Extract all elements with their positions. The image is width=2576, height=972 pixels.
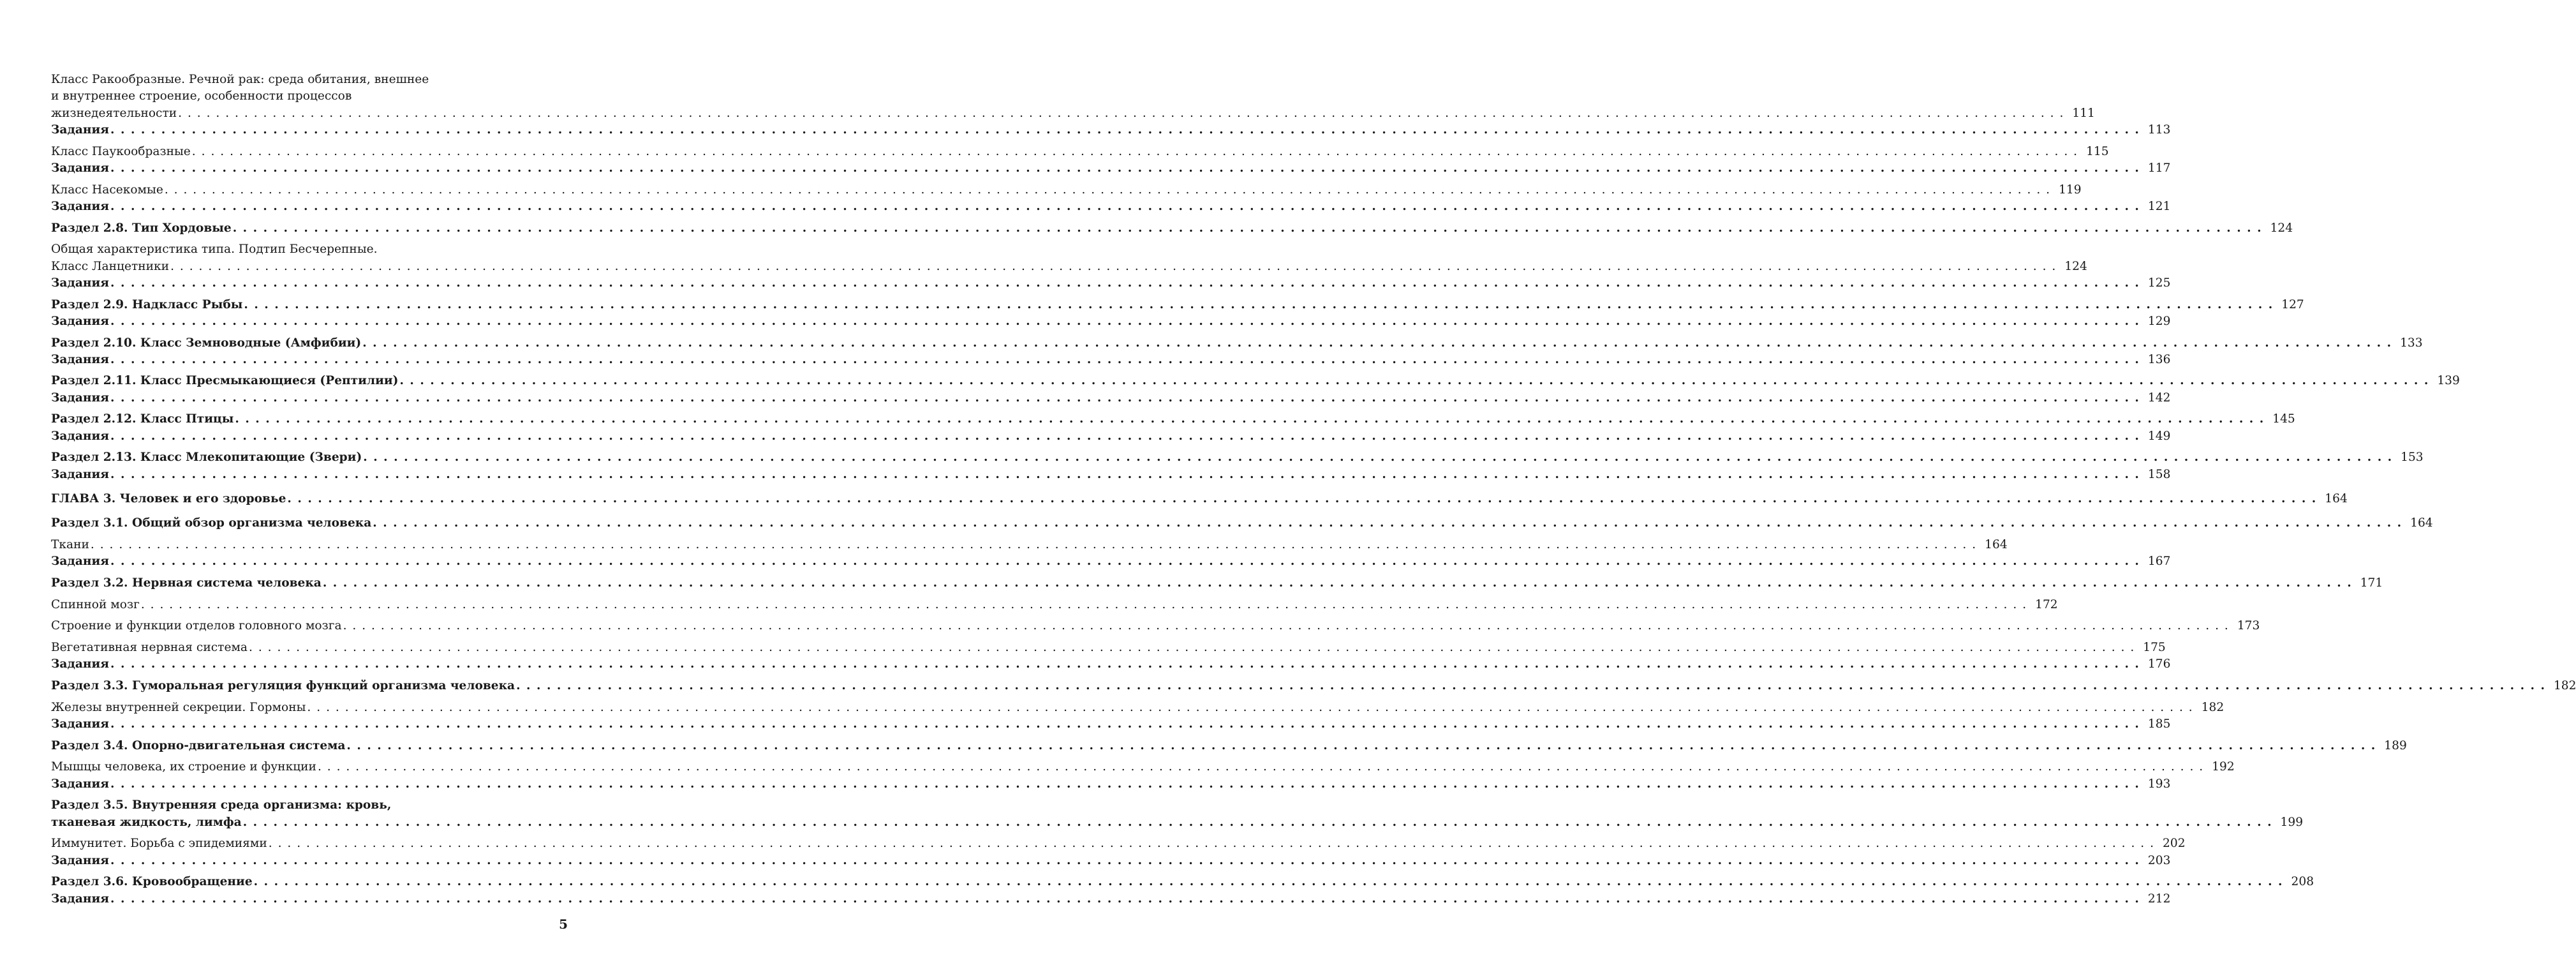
toc-entry-title: Задания xyxy=(51,467,110,481)
dot-leader: . . . . . . . . . . . . . . . . . . . . . . . . . . . . . . . . . . . . . . . . . . . . . . . . . . . . . . . . . . . . . . . . . . . . . . . . . . . . . . . . . . . . . . . . . . . . . . . . . . . . . . . . . . . . . . . . . . . . . . . . . . . . . . . . . . . . . . . . . . . . . . . . . . . . . . . . . . . . . . . . . . . . . . . . . . . . . . . . . . . . . . . . . . . . . . . . . . . . . . . . xyxy=(110,892,2140,906)
toc-page-number: 182 xyxy=(2201,700,2224,714)
toc-entry-title: Задания xyxy=(51,853,110,867)
toc-group xyxy=(51,618,2260,634)
toc-entry-title: Задания xyxy=(51,429,110,443)
toc-entry[interactable] xyxy=(51,428,2171,445)
toc-entry-title: Класс Насекомые xyxy=(51,183,163,197)
toc-entry-title: Иммунитет. Борьба с эпидемиями xyxy=(51,837,267,851)
toc-group xyxy=(51,335,2423,369)
toc-entry-title: и внутреннее строение, особенности процессов xyxy=(51,89,352,103)
toc-entry[interactable] xyxy=(51,575,2383,592)
dot-leader: . . . . . . . . . . . . . . . . . . . . . . . . . . . . . . . . . . . . . . . . . . . . . . . . . . . . . . . . . . . . . . . . . . . . . . . . . . . . . . . . . . . . . . . . . . . . . . . . . . . . . . . . . . . . . . . . . . . . . . . . . . . . . . . . . . . . . . . . . . . . . . . . . . . . . . . . . . . . . . . . . . . . . . . . . . . . . . . . . . . . . . . . . . . . . . . . . . . . . . . . xyxy=(363,451,2393,465)
toc-page-number: 171 xyxy=(2360,576,2383,590)
toc-entry-title: Класс Паукообразные xyxy=(51,144,191,158)
toc-page-number: 115 xyxy=(2086,144,2109,158)
toc-page-number: 199 xyxy=(2280,815,2304,829)
toc-group xyxy=(51,575,2383,592)
toc-group xyxy=(51,797,2304,831)
dot-leader: . . . . . . . . . . . . . . . . . . . . . . . . . . . . . . . . . . . . . . . . . . . . . . . . . . . . . . . . . . . . . . . . . . . . . . . . . . . . . . . . . . . . . . . . . . . . . . . . . . . . . . . . . . . . . . . . . . . . . . . . . . . . . . . . . . . . . . . . . . . . . . . . . . . . . . . . . . . . . . . . . . . . . . . . . . . . . . . . . . . . . . . . . . . . . . . . . . . . . . . . xyxy=(110,777,2140,791)
dot-leader: . . . . . . . . . . . . . . . . . . . . . . . . . . . . . . . . . . . . . . . . . . . . . . . . . . . . . . . . . . . . . . . . . . . . . . . . . . . . . . . . . . . . . . . . . . . . . . . . . . . . . . . . . . . . . . . . . . . . . . . . . . . . . . . . . . . . . . . . . . . . . . . . . . . . . . . . . . . . . . . . . . . . . . . . . . . . . . . . . . . . . . . . . . . . . . . . . . . . . . . . xyxy=(343,619,2230,633)
toc-page-number: 192 xyxy=(2212,760,2235,774)
dot-leader: . . . . . . . . . . . . . . . . . . . . . . . . . . . . . . . . . . . . . . . . . . . . . . . . . . . . . . . . . . . . . . . . . . . . . . . . . . . . . . . . . . . . . . . . . . . . . . . . . . . . . . . . . . . . . . . . . . . . . . . . . . . . . . . . . . . . . . . . . . . . . . . . . . . . . . . . . . . . . . . . . . . . . . . . . . . . . . . . . . . . . . . . . . . . . . . . . . . . . . . . xyxy=(253,875,2284,889)
toc-entry[interactable] xyxy=(51,220,2293,237)
dot-leader: . . . . . . . . . . . . . . . . . . . . . . . . . . . . . . . . . . . . . . . . . . . . . . . . . . . . . . . . . . . . . . . . . . . . . . . . . . . . . . . . . . . . . . . . . . . . . . . . . . . . . . . . . . . . . . . . . . . . . . . . . . . . . . . . . . . . . . . . . . . . . . . . . . . . . . . . . . . . . . . . . . . . . . . . . . . . . . . . . . . . . . . . . . . . . . . . . . . . . . . . xyxy=(110,429,2140,443)
dot-leader: . . . . . . . . . . . . . . . . . . . . . . . . . . . . . . . . . . . . . . . . . . . . . . . . . . . . . . . . . . . . . . . . . . . . . . . . . . . . . . . . . . . . . . . . . . . . . . . . . . . . . . . . . . . . . . . . . . . . . . . . . . . . . . . . . . . . . . . . . . . . . . . . . . . . . . . . . . . . . . . . . . . . . . . . . . . . . . . . . . . . . . . . . . . . . . . . . . . . . . . . xyxy=(178,106,2064,120)
toc-page-number: 212 xyxy=(2147,892,2171,906)
toc-entry[interactable] xyxy=(51,874,2314,890)
toc-group xyxy=(51,220,2293,237)
toc-entry[interactable] xyxy=(51,678,2576,694)
toc-entry-title: Задания xyxy=(51,391,110,405)
toc-page-number: 203 xyxy=(2147,853,2171,867)
toc-group xyxy=(51,537,2171,571)
toc-entry-title: Спинной мозг xyxy=(51,597,140,611)
toc-entry-title: Железы внутренней секреции. Гормоны xyxy=(51,700,306,714)
toc-entry[interactable] xyxy=(51,776,2171,793)
dot-leader: . . . . . . . . . . . . . . . . . . . . . . . . . . . . . . . . . . . . . . . . . . . . . . . . . . . . . . . . . . . . . . . . . . . . . . . . . . . . . . . . . . . . . . . . . . . . . . . . . . . . . . . . . . . . . . . . . . . . . . . . . . . . . . . . . . . . . . . . . . . . . . . . . . . . . . . . . . . . . . . . . . . . . . . . . . . . . . . . . . . . . . . . . . . . . . . . . . . . . . . . xyxy=(110,467,2140,481)
toc-entry[interactable] xyxy=(51,759,2235,775)
toc-entry[interactable] xyxy=(51,553,2171,570)
toc-page-number: 149 xyxy=(2147,429,2171,443)
dot-leader: . . . . . . . . . . . . . . . . . . . . . . . . . . . . . . . . . . . . . . . . . . . . . . . . . . . . . . . . . . . . . . . . . . . . . . . . . . . . . . . . . . . . . . . . . . . . . . . . . . . . . . . . . . . . . . . . . . . . . . . . . . . . . . . . . . . . . . . . . . . . . . . . . . . . . . . . . . . . . . . . . . . . . . . . . . . . . . . . . . . . . . . . . . . . . . . . . . . . . . . . xyxy=(244,297,2274,311)
toc-entry[interactable] xyxy=(51,122,2171,138)
dot-leader: . . . . . . . . . . . . . . . . . . . . . . . . . . . . . . . . . . . . . . . . . . . . . . . . . . . . . . . . . . . . . . . . . . . . . . . . . . . . . . . . . . . . . . . . . . . . . . . . . . . . . . . . . . . . . . . . . . . . . . . . . . . . . . . . . . . . . . . . . . . . . . . . . . . . . . . . . . . . . . . . . . . . . . . . . . . . . . . . . . . . . . . . . . . . . . . . . . . . . . . . xyxy=(110,199,2140,213)
toc-entry[interactable] xyxy=(51,71,2095,122)
toc-entry[interactable] xyxy=(51,241,2087,275)
toc-entry[interactable] xyxy=(51,835,2186,852)
toc-entry-title: Раздел 2.8. Тип Хордовые xyxy=(51,221,232,235)
table-of-contents xyxy=(51,71,2576,908)
toc-entry-title: Задания xyxy=(51,123,110,137)
dot-leader: . . . . . . . . . . . . . . . . . . . . . . . . . . . . . . . . . . . . . . . . . . . . . . . . . . . . . . . . . . . . . . . . . . . . . . . . . . . . . . . . . . . . . . . . . . . . . . . . . . . . . . . . . . . . . . . . . . . . . . . . . . . . . . . . . . . . . . . . . . . . . . . . . . . . . . . . . . . . . . . . . . . . . . . . . . . . . . . . . . . . . . . . . . . . . . . . . . . . . . . . xyxy=(287,492,2317,506)
dot-leader: . . . . . . . . . . . . . . . . . . . . . . . . . . . . . . . . . . . . . . . . . . . . . . . . . . . . . . . . . . . . . . . . . . . . . . . . . . . . . . . . . . . . . . . . . . . . . . . . . . . . . . . . . . . . . . . . . . . . . . . . . . . . . . . . . . . . . . . . . . . . . . . . . . . . . . . . . . . . . . . . . . . . . . . . . . . . . . . . . . . . . . . . . . . . . . . . . . . . . . . . xyxy=(249,641,2135,655)
toc-page-number: 124 xyxy=(2064,259,2087,273)
dot-leader: . . . . . . . . . . . . . . . . . . . . . . . . . . . . . . . . . . . . . . . . . . . . . . . . . . . . . . . . . . . . . . . . . . . . . . . . . . . . . . . . . . . . . . . . . . . . . . . . . . . . . . . . . . . . . . . . . . . . . . . . . . . . . . . . . . . . . . . . . . . . . . . . . . . . . . . . . . . . . . . . . . . . . . . . . . . . . . . . . . . . . . . . . . . . . . . . . . . . . . . . xyxy=(110,314,2140,328)
toc-group xyxy=(51,597,2058,613)
toc-entry-title: Задания xyxy=(51,314,110,328)
toc-entry[interactable] xyxy=(51,656,2171,673)
toc-group xyxy=(51,759,2235,793)
toc-group xyxy=(51,491,2348,507)
dot-leader: . . . . . . . . . . . . . . . . . . . . . . . . . . . . . . . . . . . . . . . . . . . . . . . . . . . . . . . . . . . . . . . . . . . . . . . . . . . . . . . . . . . . . . . . . . . . . . . . . . . . . . . . . . . . . . . . . . . . . . . . . . . . . . . . . . . . . . . . . . . . . . . . . . . . . . . . . . . . . . . . . . . . . . . . . . . . . . . . . . . . . . . . . . . . . . . . . . . . . . . . xyxy=(307,700,2194,714)
toc-page-number: 175 xyxy=(2143,641,2166,655)
toc-entry[interactable] xyxy=(51,853,2171,869)
toc-page-number: 111 xyxy=(2072,106,2095,120)
toc-page-number: 142 xyxy=(2147,391,2171,405)
dot-leader: . . . . . . . . . . . . . . . . . . . . . . . . . . . . . . . . . . . . . . . . . . . . . . . . . . . . . . . . . . . . . . . . . . . . . . . . . . . . . . . . . . . . . . . . . . . . . . . . . . . . . . . . . . . . . . . . . . . . . . . . . . . . . . . . . . . . . . . . . . . . . . . . . . . . . . . . . . . . . . . . . . . . . . . . . . . . . . . . . . . . . . . . . . . . . . . . . . . . . . . . xyxy=(322,576,2353,590)
toc-page-number: 119 xyxy=(2059,183,2082,197)
dot-leader: . . . . . . . . . . . . . . . . . . . . . . . . . . . . . . . . . . . . . . . . . . . . . . . . . . . . . . . . . . . . . . . . . . . . . . . . . . . . . . . . . . . . . . . . . . . . . . . . . . . . . . . . . . . . . . . . . . . . . . . . . . . . . . . . . . . . . . . . . . . . . . . . . . . . . . . . . . . . . . . . . . . . . . . . . . . . . . . . . . . . . . . . . . . . . . . . . . . . . . . . xyxy=(110,853,2140,867)
toc-entry-title: Раздел 2.9. Надкласс Рыбы xyxy=(51,297,243,311)
dot-leader: . . . . . . . . . . . . . . . . . . . . . . . . . . . . . . . . . . . . . . . . . . . . . . . . . . . . . . . . . . . . . . . . . . . . . . . . . . . . . . . . . . . . . . . . . . . . . . . . . . . . . . . . . . . . . . . . . . . . . . . . . . . . . . . . . . . . . . . . . . . . . . . . . . . . . . . . . . . . . . . . . . . . . . . . . . . . . . . . . . . . . . . . . . . . . . . . . . . . . . . . xyxy=(191,144,2078,158)
toc-group xyxy=(51,71,2171,138)
toc-entry-title: Ткани xyxy=(51,538,89,552)
toc-page-number: 133 xyxy=(2400,336,2423,350)
toc-entry-title: Раздел 3.5. Внутренняя среда организма: кровь, xyxy=(51,798,392,812)
toc-entry[interactable] xyxy=(51,297,2304,313)
toc-page-number: 164 xyxy=(1985,538,2008,552)
toc-entry-title: Раздел 3.3. Гуморальная регуляция функций организма человека xyxy=(51,679,515,693)
toc-page-number: 185 xyxy=(2147,717,2171,731)
toc-entry[interactable] xyxy=(51,738,2407,754)
toc-entry[interactable] xyxy=(51,335,2423,352)
toc-page-number: 121 xyxy=(2147,199,2171,213)
toc-entry-title: жизнедеятельности xyxy=(51,106,177,120)
toc-page-number: 164 xyxy=(2325,492,2348,506)
toc-page-number: 176 xyxy=(2147,657,2171,671)
dot-leader: . . . . . . . . . . . . . . . . . . . . . . . . . . . . . . . . . . . . . . . . . . . . . . . . . . . . . . . . . . . . . . . . . . . . . . . . . . . . . . . . . . . . . . . . . . . . . . . . . . . . . . . . . . . . . . . . . . . . . . . . . . . . . . . . . . . . . . . . . . . . . . . . . . . . . . . . . . . . . . . . . . . . . . . . . . . . . . . . . . . . . . . . . . . . . . . . . . . . . . . . xyxy=(164,183,2051,197)
toc-group xyxy=(51,678,2576,694)
toc-entry[interactable] xyxy=(51,182,2082,198)
toc-group xyxy=(51,639,2171,673)
toc-entry[interactable] xyxy=(51,373,2460,389)
dot-leader: . . . . . . . . . . . . . . . . . . . . . . . . . . . . . . . . . . . . . . . . . . . . . . . . . . . . . . . . . . . . . . . . . . . . . . . . . . . . . . . . . . . . . . . . . . . . . . . . . . . . . . . . . . . . . . . . . . . . . . . . . . . . . . . . . . . . . . . . . . . . . . . . . . . . . . . . . . . . . . . . . . . . . . . . . . . . . . . . . . . . . . . . . . . . . . . . . . . . . . . . xyxy=(90,538,1977,552)
toc-entry-title: Задания xyxy=(51,717,110,731)
toc-entry[interactable] xyxy=(51,699,2224,716)
dot-leader: . . . . . . . . . . . . . . . . . . . . . . . . . . . . . . . . . . . . . . . . . . . . . . . . . . . . . . . . . . . . . . . . . . . . . . . . . . . . . . . . . . . . . . . . . . . . . . . . . . . . . . . . . . . . . . . . . . . . . . . . . . . . . . . . . . . . . . . . . . . . . . . . . . . . . . . . . . . . . . . . . . . . . . . . . . . . . . . . . . . . . . . . . . . . . . . . . . . . . . . . xyxy=(110,555,2140,569)
toc-page-number: 189 xyxy=(2384,738,2407,752)
toc-entry[interactable] xyxy=(51,160,2171,177)
toc-page-number: 208 xyxy=(2291,875,2314,889)
toc-entry[interactable] xyxy=(51,891,2171,908)
toc-page-number: 125 xyxy=(2147,276,2171,290)
dot-leader: . . . . . . . . . . . . . . . . . . . . . . . . . . . . . . . . . . . . . . . . . . . . . . . . . . . . . . . . . . . . . . . . . . . . . . . . . . . . . . . . . . . . . . . . . . . . . . . . . . . . . . . . . . . . . . . . . . . . . . . . . . . . . . . . . . . . . . . . . . . . . . . . . . . . . . . . . . . . . . . . . . . . . . . . . . . . . . . . . . . . . . . . . . . . . . . . . . . . . . . . xyxy=(235,412,2265,426)
dot-leader: . . . . . . . . . . . . . . . . . . . . . . . . . . . . . . . . . . . . . . . . . . . . . . . . . . . . . . . . . . . . . . . . . . . . . . . . . . . . . . . . . . . . . . . . . . . . . . . . . . . . . . . . . . . . . . . . . . . . . . . . . . . . . . . . . . . . . . . . . . . . . . . . . . . . . . . . . . . . . . . . . . . . . . . . . . . . . . . . . . . . . . . . . . . . . . . . . . . . . . . . xyxy=(346,738,2376,752)
toc-entry[interactable] xyxy=(51,198,2171,215)
toc-group xyxy=(51,835,2186,869)
toc-entry-title: Вегетативная нервная система xyxy=(51,641,248,655)
toc-page-number: 182 xyxy=(2553,679,2576,693)
toc-entry[interactable] xyxy=(51,467,2171,483)
toc-entry-title: Раздел 2.12. Класс Птицы xyxy=(51,412,234,426)
toc-entry[interactable] xyxy=(51,411,2295,428)
toc-group xyxy=(51,182,2171,216)
toc-group xyxy=(51,297,2304,331)
toc-entry-title: Задания xyxy=(51,276,110,290)
toc-entry[interactable] xyxy=(51,639,2166,656)
toc-entry[interactable] xyxy=(51,491,2348,507)
dot-leader: . . . . . . . . . . . . . . . . . . . . . . . . . . . . . . . . . . . . . . . . . . . . . . . . . . . . . . . . . . . . . . . . . . . . . . . . . . . . . . . . . . . . . . . . . . . . . . . . . . . . . . . . . . . . . . . . . . . . . . . . . . . . . . . . . . . . . . . . . . . . . . . . . . . . . . . . . . . . . . . . . . . . . . . . . . . . . . . . . . . . . . . . . . . . . . . . . . . . . . . . xyxy=(110,161,2140,175)
toc-page-number: 136 xyxy=(2147,352,2171,366)
dot-leader: . . . . . . . . . . . . . . . . . . . . . . . . . . . . . . . . . . . . . . . . . . . . . . . . . . . . . . . . . . . . . . . . . . . . . . . . . . . . . . . . . . . . . . . . . . . . . . . . . . . . . . . . . . . . . . . . . . . . . . . . . . . . . . . . . . . . . . . . . . . . . . . . . . . . . . . . . . . . . . . . . . . . . . . . . . . . . . . . . . . . . . . . . . . . . . . . . . . . . . . . xyxy=(110,717,2140,731)
toc-entry[interactable] xyxy=(51,390,2171,407)
toc-page-number: 117 xyxy=(2147,161,2171,175)
toc-entry[interactable] xyxy=(51,716,2171,733)
toc-page-number: 113 xyxy=(2147,123,2171,137)
toc-entry[interactable] xyxy=(51,618,2260,634)
toc-page-number: 124 xyxy=(2270,221,2293,235)
toc-entry-title: Задания xyxy=(51,777,110,791)
toc-entry[interactable] xyxy=(51,144,2109,160)
toc-entry[interactable] xyxy=(51,537,2008,553)
toc-entry-title: Задания xyxy=(51,555,110,569)
dot-leader: . . . . . . . . . . . . . . . . . . . . . . . . . . . . . . . . . . . . . . . . . . . . . . . . . . . . . . . . . . . . . . . . . . . . . . . . . . . . . . . . . . . . . . . . . . . . . . . . . . . . . . . . . . . . . . . . . . . . . . . . . . . . . . . . . . . . . . . . . . . . . . . . . . . . . . . . . . . . . . . . . . . . . . . . . . . . . . . . . . . . . . . . . . . . . . . . . . . . . . . . xyxy=(362,336,2392,350)
toc-page-number: 164 xyxy=(2410,516,2433,530)
toc-entry[interactable] xyxy=(51,515,2433,532)
dot-leader: . . . . . . . . . . . . . . . . . . . . . . . . . . . . . . . . . . . . . . . . . . . . . . . . . . . . . . . . . . . . . . . . . . . . . . . . . . . . . . . . . . . . . . . . . . . . . . . . . . . . . . . . . . . . . . . . . . . . . . . . . . . . . . . . . . . . . . . . . . . . . . . . . . . . . . . . . . . . . . . . . . . . . . . . . . . . . . . . . . . . . . . . . . . . . . . . . . . . . . . . xyxy=(268,837,2155,851)
toc-group xyxy=(51,449,2424,483)
toc-entry[interactable] xyxy=(51,275,2171,292)
dot-leader: . . . . . . . . . . . . . . . . . . . . . . . . . . . . . . . . . . . . . . . . . . . . . . . . . . . . . . . . . . . . . . . . . . . . . . . . . . . . . . . . . . . . . . . . . . . . . . . . . . . . . . . . . . . . . . . . . . . . . . . . . . . . . . . . . . . . . . . . . . . . . . . . . . . . . . . . . . . . . . . . . . . . . . . . . . . . . . . . . . . . . . . . . . . . . . . . . . . . . . . . xyxy=(110,657,2140,671)
dot-leader: . . . . . . . . . . . . . . . . . . . . . . . . . . . . . . . . . . . . . . . . . . . . . . . . . . . . . . . . . . . . . . . . . . . . . . . . . . . . . . . . . . . . . . . . . . . . . . . . . . . . . . . . . . . . . . . . . . . . . . . . . . . . . . . . . . . . . . . . . . . . . . . . . . . . . . . . . . . . . . . . . . . . . . . . . . . . . . . . . . . . . . . . . . . . . . . . . . . . . . . . xyxy=(110,391,2140,405)
toc-page-number: 139 xyxy=(2437,374,2460,388)
page-number: 5 xyxy=(559,916,568,932)
toc-entry-title: Раздел 2.13. Класс Млекопитающие (Звери) xyxy=(51,451,362,465)
dot-leader: . . . . . . . . . . . . . . . . . . . . . . . . . . . . . . . . . . . . . . . . . . . . . . . . . . . . . . . . . . . . . . . . . . . . . . . . . . . . . . . . . . . . . . . . . . . . . . . . . . . . . . . . . . . . . . . . . . . . . . . . . . . . . . . . . . . . . . . . . . . . . . . . . . . . . . . . . . . . . . . . . . . . . . . . . . . . . . . . . . . . . . . . . . . . . . . . . . . . . . . . xyxy=(232,221,2263,235)
toc-group xyxy=(51,699,2224,733)
toc-group xyxy=(51,144,2171,177)
toc-group xyxy=(51,241,2171,292)
toc-entry-title: Раздел 2.11. Класс Пресмыкающиеся (Рептилии) xyxy=(51,374,399,388)
toc-entry-title: Раздел 3.6. Кровообращение xyxy=(51,875,253,889)
toc-entry-title: Раздел 3.1. Общий обзор организма человека xyxy=(51,516,372,530)
toc-page-number: 172 xyxy=(2035,597,2058,611)
toc-entry-title: Класс Ракообразные. Речной рак: среда обитания, внешнее xyxy=(51,73,429,86)
toc-entry[interactable] xyxy=(51,313,2171,330)
toc-page-number: 129 xyxy=(2147,314,2171,328)
toc-entry-title: Строение и функции отделов головного мозга xyxy=(51,619,342,633)
dot-leader: . . . . . . . . . . . . . . . . . . . . . . . . . . . . . . . . . . . . . . . . . . . . . . . . . . . . . . . . . . . . . . . . . . . . . . . . . . . . . . . . . . . . . . . . . . . . . . . . . . . . . . . . . . . . . . . . . . . . . . . . . . . . . . . . . . . . . . . . . . . . . . . . . . . . . . . . . . . . . . . . . . . . . . . . . . . . . . . . . . . . . . . . . . . . . . . . . . . . . . . . xyxy=(373,516,2402,530)
toc-page-number: 202 xyxy=(2163,837,2186,851)
toc-entry-title: Мышцы человека, их строение и функции xyxy=(51,760,316,774)
toc-page-number: 193 xyxy=(2147,777,2171,791)
toc-entry-title: Раздел 3.2. Нервная система человека xyxy=(51,576,322,590)
toc-entry[interactable] xyxy=(51,449,2424,466)
dot-leader: . . . . . . . . . . . . . . . . . . . . . . . . . . . . . . . . . . . . . . . . . . . . . . . . . . . . . . . . . . . . . . . . . . . . . . . . . . . . . . . . . . . . . . . . . . . . . . . . . . . . . . . . . . . . . . . . . . . . . . . . . . . . . . . . . . . . . . . . . . . . . . . . . . . . . . . . . . . . . . . . . . . . . . . . . . . . . . . . . . . . . . . . . . . . . . . . . . . . . . . . xyxy=(140,597,2027,611)
toc-page-number: 158 xyxy=(2147,467,2171,481)
dot-leader: . . . . . . . . . . . . . . . . . . . . . . . . . . . . . . . . . . . . . . . . . . . . . . . . . . . . . . . . . . . . . . . . . . . . . . . . . . . . . . . . . . . . . . . . . . . . . . . . . . . . . . . . . . . . . . . . . . . . . . . . . . . . . . . . . . . . . . . . . . . . . . . . . . . . . . . . . . . . . . . . . . . . . . . . . . . . . . . . . . . . . . . . . . . . . . . . . . . . . . . . xyxy=(242,815,2273,829)
toc-group xyxy=(51,738,2407,754)
toc-group xyxy=(51,411,2295,445)
dot-leader: . . . . . . . . . . . . . . . . . . . . . . . . . . . . . . . . . . . . . . . . . . . . . . . . . . . . . . . . . . . . . . . . . . . . . . . . . . . . . . . . . . . . . . . . . . . . . . . . . . . . . . . . . . . . . . . . . . . . . . . . . . . . . . . . . . . . . . . . . . . . . . . . . . . . . . . . . . . . . . . . . . . . . . . . . . . . . . . . . . . . . . . . . . . . . . . . . . . . . . . . xyxy=(110,276,2140,290)
toc-entry-title: Задания xyxy=(51,199,110,213)
toc-entry-title: Раздел 2.10. Класс Земноводные (Амфибии) xyxy=(51,336,362,350)
dot-leader: . . . . . . . . . . . . . . . . . . . . . . . . . . . . . . . . . . . . . . . . . . . . . . . . . . . . . . . . . . . . . . . . . . . . . . . . . . . . . . . . . . . . . . . . . . . . . . . . . . . . . . . . . . . . . . . . . . . . . . . . . . . . . . . . . . . . . . . . . . . . . . . . . . . . . . . . . . . . . . . . . . . . . . . . . . . . . . . . . . . . . . . . . . . . . . . . . . . . . . . . xyxy=(317,760,2204,774)
dot-leader: . . . . . . . . . . . . . . . . . . . . . . . . . . . . . . . . . . . . . . . . . . . . . . . . . . . . . . . . . . . . . . . . . . . . . . . . . . . . . . . . . . . . . . . . . . . . . . . . . . . . . . . . . . . . . . . . . . . . . . . . . . . . . . . . . . . . . . . . . . . . . . . . . . . . . . . . . . . . . . . . . . . . . . . . . . . . . . . . . . . . . . . . . . . . . . . . . . . . . . . . xyxy=(516,679,2546,693)
toc-page-number: 127 xyxy=(2281,297,2304,311)
dot-leader: . . . . . . . . . . . . . . . . . . . . . . . . . . . . . . . . . . . . . . . . . . . . . . . . . . . . . . . . . . . . . . . . . . . . . . . . . . . . . . . . . . . . . . . . . . . . . . . . . . . . . . . . . . . . . . . . . . . . . . . . . . . . . . . . . . . . . . . . . . . . . . . . . . . . . . . . . . . . . . . . . . . . . . . . . . . . . . . . . . . . . . . . . . . . . . . . . . . . . . . . xyxy=(399,374,2429,388)
toc-entry-title: Задания xyxy=(51,161,110,175)
toc-entry-title: Раздел 3.4. Опорно-двигательная система xyxy=(51,738,346,752)
toc-entry-title: Задания xyxy=(51,352,110,366)
toc-entry[interactable] xyxy=(51,352,2171,368)
toc-entry-title: ГЛАВА 3. Человек и его здоровье xyxy=(51,492,286,506)
dot-leader: . . . . . . . . . . . . . . . . . . . . . . . . . . . . . . . . . . . . . . . . . . . . . . . . . . . . . . . . . . . . . . . . . . . . . . . . . . . . . . . . . . . . . . . . . . . . . . . . . . . . . . . . . . . . . . . . . . . . . . . . . . . . . . . . . . . . . . . . . . . . . . . . . . . . . . . . . . . . . . . . . . . . . . . . . . . . . . . . . . . . . . . . . . . . . . . . . . . . . . . . xyxy=(110,352,2140,366)
toc-entry-title: Общая характеристика типа. Подтип Бесчерепные. xyxy=(51,243,378,257)
dot-leader: . . . . . . . . . . . . . . . . . . . . . . . . . . . . . . . . . . . . . . . . . . . . . . . . . . . . . . . . . . . . . . . . . . . . . . . . . . . . . . . . . . . . . . . . . . . . . . . . . . . . . . . . . . . . . . . . . . . . . . . . . . . . . . . . . . . . . . . . . . . . . . . . . . . . . . . . . . . . . . . . . . . . . . . . . . . . . . . . . . . . . . . . . . . . . . . . . . . . . . . . xyxy=(110,123,2140,137)
toc-group xyxy=(51,874,2314,908)
toc-entry-title: Класс Ланцетники xyxy=(51,259,170,273)
toc-entry[interactable] xyxy=(51,597,2058,613)
toc-page-number: 145 xyxy=(2272,412,2295,426)
toc-entry[interactable] xyxy=(51,797,2304,831)
toc-entry-title: Задания xyxy=(51,657,110,671)
toc-entry-title: тканевая жидкость, лимфа xyxy=(51,815,242,829)
toc-group xyxy=(51,373,2460,407)
toc-page-number: 153 xyxy=(2401,451,2424,465)
toc-group xyxy=(51,515,2433,532)
dot-leader: . . . . . . . . . . . . . . . . . . . . . . . . . . . . . . . . . . . . . . . . . . . . . . . . . . . . . . . . . . . . . . . . . . . . . . . . . . . . . . . . . . . . . . . . . . . . . . . . . . . . . . . . . . . . . . . . . . . . . . . . . . . . . . . . . . . . . . . . . . . . . . . . . . . . . . . . . . . . . . . . . . . . . . . . . . . . . . . . . . . . . . . . . . . . . . . . . . . . . . . . xyxy=(170,259,2057,273)
toc-page-number: 173 xyxy=(2237,619,2260,633)
toc-page-number: 167 xyxy=(2147,555,2171,569)
toc-entry-title: Задания xyxy=(51,892,110,906)
